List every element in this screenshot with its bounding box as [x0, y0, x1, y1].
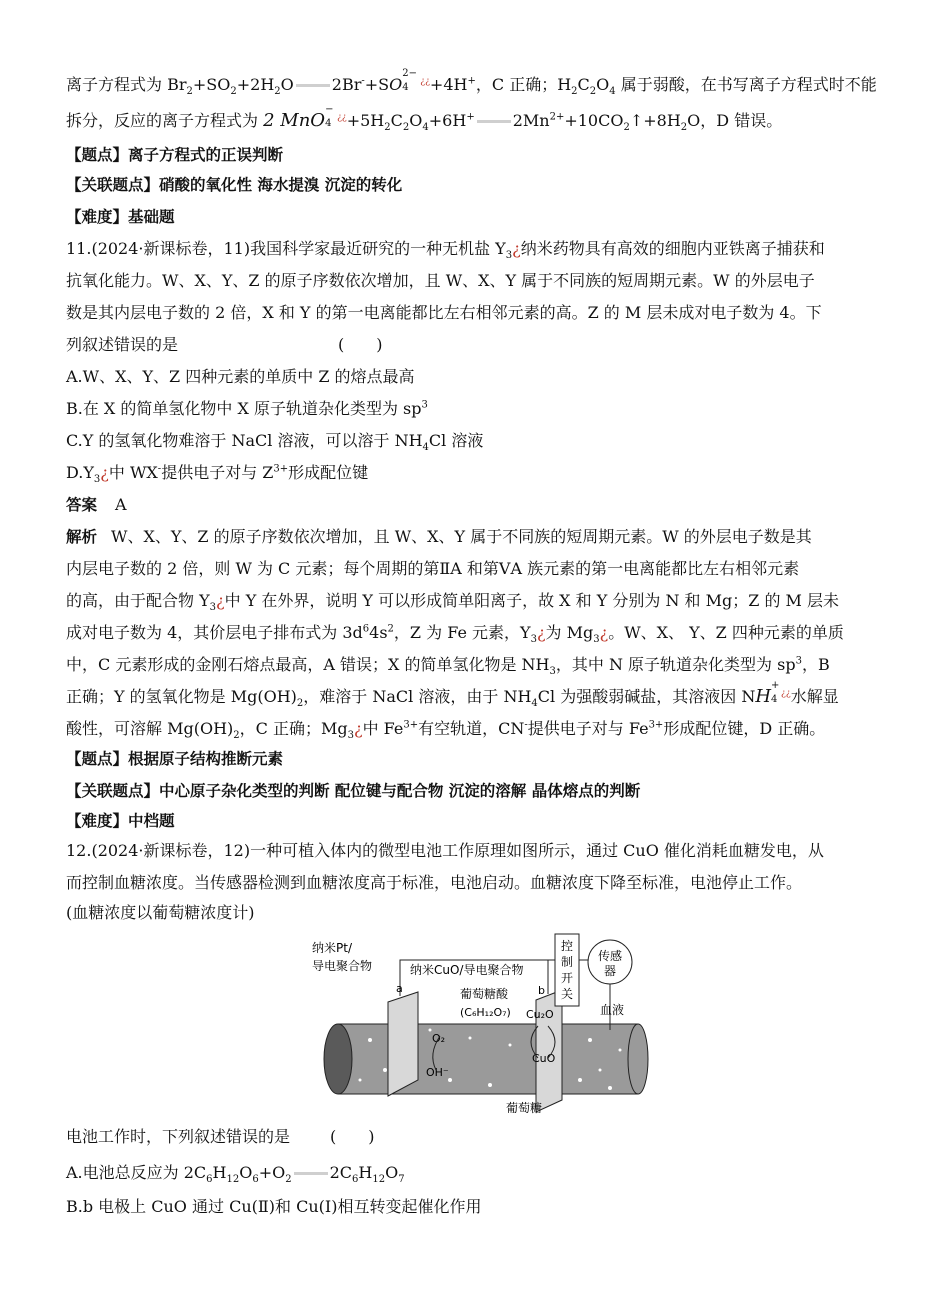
vessel-end: [324, 1024, 352, 1094]
svg-text:a: a: [396, 982, 403, 995]
analysis-line: 的高，由于配合物 $Y_3¿$中 Y 在外界，说明 Y 可以形成简单阳离子，故 X 和 Y 分别为 N 和 Mg；Z 的 M 层未: [66, 591, 840, 614]
analysis-line: 中，C 元素形成的金刚石熔点最高，A 错误；X 的简单氢化物是 $NH_3$，其中 N 原子轨道杂化类型为 $sp^3$，B: [66, 655, 830, 678]
option-b: B.在 X 的简单氢化物中 X 原子轨道杂化类型为 $sp^3$: [66, 399, 428, 418]
difficulty-label: 【难度】中档题: [66, 812, 175, 830]
svg-text:关: 关: [560, 987, 574, 1001]
analysis-line: 解析 W、X、Y、Z 的原子序数依次增加，且 W、X、Y 属于不同族的短周期元素。W 的外层电子数是其: [66, 527, 812, 546]
equals-bar: [477, 120, 511, 123]
svg-text:葡萄糖: 葡萄糖: [506, 1101, 543, 1115]
text-line: 拆分，反应的离子方程式为 2 MnO − 4 $^{¿¿}+5H_2C_2O_4+6H^+$ $2Mn^{2+}+10CO_2↑+8H_2O$，D 错误。: [66, 104, 783, 134]
question-12-stem: 12.(2024·新课标卷，12)一种可植入体内的微型电池工作原理如图所示，通过 CuO 催化消耗血糖发电，从: [66, 841, 824, 860]
option-b: B.b 电极上 CuO 通过 Cu(Ⅱ)和 Cu(Ⅰ)相互转变起催化作用: [66, 1197, 482, 1216]
difficulty-label: 【难度】基础题: [66, 208, 175, 226]
svg-text:OH⁻: OH⁻: [426, 1066, 449, 1079]
question-11-stem: 抗氧化能力。W、X、Y、Z 的原子序数依次增加，且 W、X、Y 属于不同族的短周期元素。W 的外层电子: [66, 271, 815, 290]
question-12-prompt: 电池工作时，下列叙述错误的是 ( ): [66, 1127, 375, 1146]
svg-text:O₂: O₂: [432, 1032, 446, 1045]
svg-text:(C₆H₁₂O₇): (C₆H₁₂O₇): [460, 1006, 511, 1019]
option-c: C.Y 的氢氧化物难溶于 NaCl 溶液，可以溶于 $NH_4Cl$ 溶液: [66, 431, 484, 454]
topic-label: 【题点】根据原子结构推断元素: [66, 750, 284, 768]
svg-text:血液: 血液: [600, 1003, 625, 1017]
svg-text:开: 开: [560, 971, 574, 985]
question-11-stem: 列叙述错误的是 ( ): [66, 335, 383, 354]
question-12-stem: (血糖浓度以葡萄糖浓度计): [66, 903, 255, 922]
svg-text:b: b: [538, 984, 545, 997]
topic-label: 【题点】离子方程式的正误判断: [66, 146, 284, 164]
svg-text:CuO: CuO: [532, 1052, 556, 1065]
question-11-stem: 11.(2024·新课标卷，11)我国科学家最近研究的一种无机盐 $Y_3¿$纳米药物具有高效的细胞内亚铁离子捕获和: [66, 239, 825, 262]
option-a: A.W、X、Y、Z 四种元素的单质中 Z 的熔点最高: [66, 367, 415, 386]
question-11-stem: 数是其内层电子数的 2 倍，X 和 Y 的第一电离能都比左右相邻元素的高。Z 的 M 层未成对电子数为 4。下: [66, 303, 822, 322]
option-a: A.电池总反应为 $2C_6H_{12}O_6+O_2$ $2C_6H_{12}O_7$: [66, 1163, 405, 1186]
option-d: $D.Y_3¿$中 WX-提供电子对与 $Z^{3+}$形成配位键: [66, 463, 369, 486]
svg-text:纳米CuO/导电聚合物: 纳米CuO/导电聚合物: [410, 963, 524, 977]
equals-bar: [296, 84, 330, 87]
analysis-line: 内层电子数的 2 倍，则 W 为 C 元素；每个周期的第ⅡA 和第ⅤA 族元素的第一电离能都比左右相邻元素: [66, 559, 800, 578]
analysis-line: 正确；Y 的氢氧化物是 $Mg(OH)_2$，难溶于 NaCl 溶液，由于 $NH_4Cl$ 为强酸弱碱盐，其溶液因 NH + 4 ¿¿水解显: [66, 680, 839, 710]
electrode-a: [388, 992, 418, 1096]
svg-text:控: 控: [560, 939, 574, 953]
blood-vessel: [338, 1024, 638, 1094]
analysis-line: 酸性，可溶解 $Mg(OH)_2$，C 正确；$Mg_3¿$中 $Fe^{3+}$有空轨道，CN-提供电子对与 $Fe^{3+}$形成配位键，D 正确。: [66, 719, 826, 742]
equals-bar: [294, 1172, 328, 1175]
related-topic-label: 【关联题点】硝酸的氧化性 海水提溴 沉淀的转化: [66, 176, 403, 194]
svg-text:Cu₂O: Cu₂O: [526, 1008, 554, 1021]
analysis-line: 成对电子数为 4，其价层电子排布式为 $3d^64s^2$，Z 为 Fe 元素，$Y_3¿$为 $Mg_3¿$。W、X、 Y、Z 四种元素的单质: [66, 623, 844, 646]
svg-text:纳米Pt/: 纳米Pt/: [312, 941, 352, 955]
svg-text:葡萄糖酸: 葡萄糖酸: [460, 987, 509, 1001]
text-line: 离子方程式为 $Br_2+SO_2+2H_2O$ 2Br-+SO 2− 4 ¿¿+4H+，C 正确；$H_2C_2O_4$ 属于弱酸，在书写离子方程式时不能: [66, 68, 877, 98]
svg-text:导电聚合物: 导电聚合物: [312, 959, 373, 973]
answer-line: 答案 A: [66, 495, 127, 514]
question-12-stem: 而控制血糖浓度。当传感器检测到血糖浓度高于标准，电池启动。血糖浓度下降至标准，电池停止工作。: [66, 873, 803, 892]
svg-text:器: 器: [603, 964, 617, 978]
svg-text:制: 制: [560, 955, 574, 969]
battery-diagram: [300, 930, 660, 1120]
related-topic-label: 【关联题点】中心原子杂化类型的判断 配位键与配合物 沉淀的溶解 晶体熔点的判断: [66, 782, 641, 800]
svg-text:传感: 传感: [597, 949, 623, 963]
